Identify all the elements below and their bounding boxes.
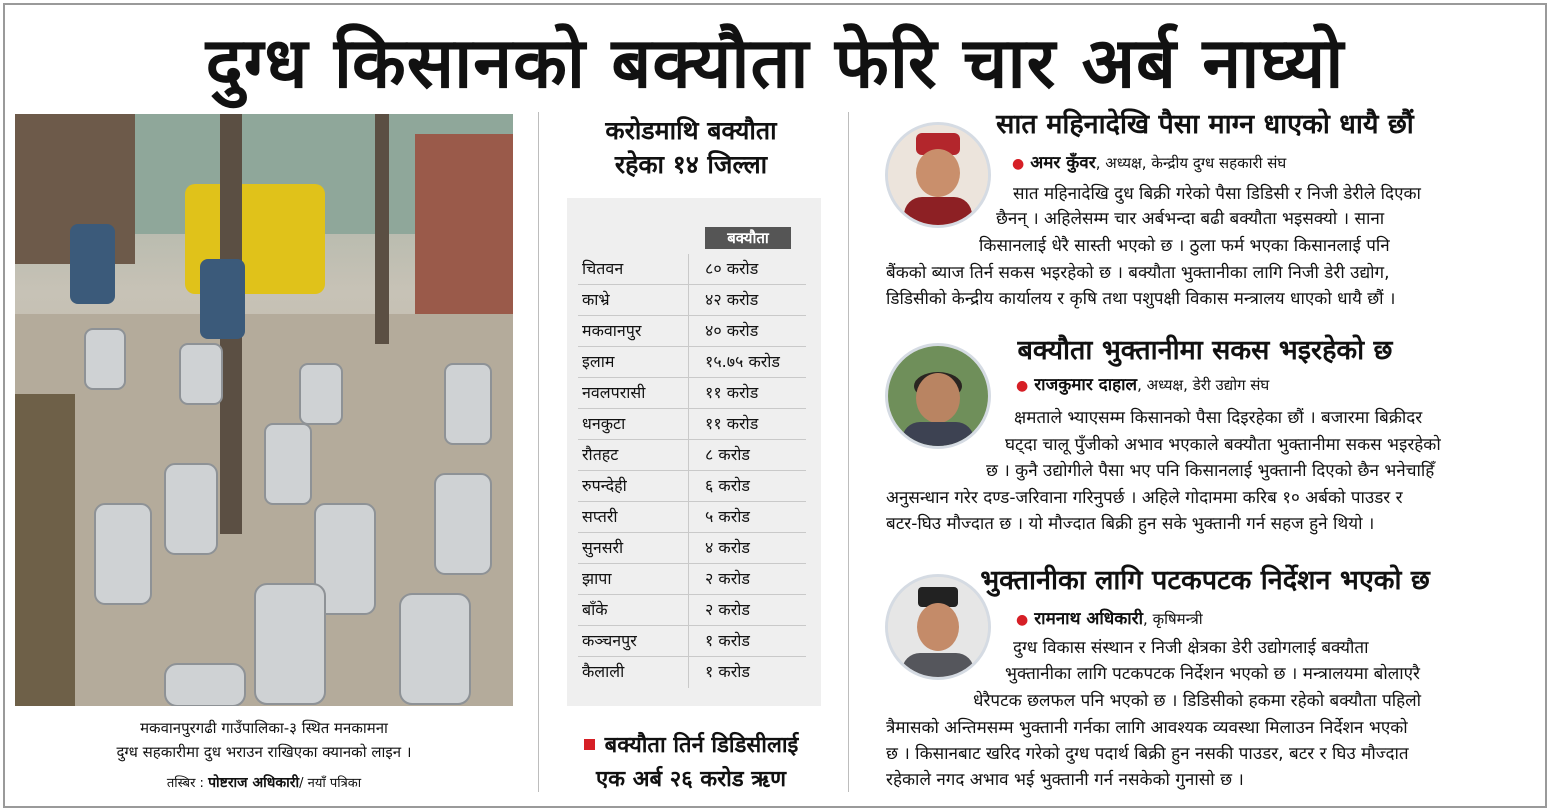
table-row xyxy=(578,347,806,378)
credit-prefix: तस्बिर : xyxy=(166,776,204,791)
table-row xyxy=(578,626,806,657)
speaker-name: राजकुमार दाहाल xyxy=(1034,375,1138,395)
loan-callout xyxy=(548,729,834,797)
table-row xyxy=(578,533,806,564)
table-row xyxy=(578,564,806,595)
district-amount: ५ करोड xyxy=(705,507,750,526)
district-amount: ८ करोड xyxy=(705,445,750,464)
caption-line: दुग्ध सहकारीमा दुध भराउन राखिएका क्यानको लाइन । xyxy=(116,743,412,761)
credit-name: पोष्टराज अधिकारी xyxy=(208,775,300,791)
table-column-header: बक्यौता xyxy=(705,227,791,249)
speaker-line xyxy=(1012,150,1286,173)
bullet-icon xyxy=(584,739,595,750)
quote-line: किसानलाई धेरै सास्ती भएको छ । ठुला फर्म भएका किसानलाई पनि xyxy=(979,236,1390,256)
districts-title-line: रहेका १४ जिल्ला xyxy=(614,150,768,179)
district-amount: ४ करोड xyxy=(705,538,750,557)
quote-line: त्रैमासको अन्तिमसम्म भुक्तानी गर्नका लागि आवश्यक व्यवस्था मिलाउन निर्देशन भएको xyxy=(886,718,1408,738)
district-name: रौतहट xyxy=(582,445,619,464)
speaker-name: रामनाथ अधिकारी xyxy=(1034,609,1144,629)
quote-line: अनुसन्धान गरेर दण्ड-जरिवाना गरिनुपर्छ । अहिले गोदाममा करिब १० अर्बको पाउडर र xyxy=(886,488,1403,508)
district-name: सप्तरी xyxy=(582,507,618,526)
quote-heading: भुक्तानीका लागि पटकपटक निर्देशन भएको छ xyxy=(980,565,1430,596)
column-divider xyxy=(848,112,849,792)
table-row xyxy=(578,316,806,347)
quote-line: डिडिसीको केन्द्रीय कार्यालय र कृषि तथा पशुपक्षी विकास मन्त्रालय धाएको धायै छौं । xyxy=(886,289,1396,309)
district-amount: ६ करोड xyxy=(705,476,750,495)
quote-line: धेरैपटक छलफल पनि भएको छ । डिडिसीको हकमा रहेको बक्यौता पहिलो xyxy=(973,691,1422,711)
quote-line: क्षमताले भ्याएसम्म किसानको पैसा दिइरहेका छौं । बजारमा बिक्रीदर xyxy=(1014,408,1423,428)
district-name: कैलाली xyxy=(582,662,625,681)
quote-line: रहेकाले नगद अभाव भई भुक्तानी गर्न नसकेको गुनासो छ । xyxy=(886,770,1244,790)
quote-line: छैनन् । अहिलेसम्म चार अर्बभन्दा बढी बक्यौता भइसक्यो । साना xyxy=(996,209,1385,229)
table-row xyxy=(578,378,806,409)
districts-title xyxy=(548,114,834,182)
district-amount: २ करोड xyxy=(705,569,750,588)
quote-line: भुक्तानीका लागि पटकपटक निर्देशन भएको छ । मन्त्रालयमा बोलाएरै xyxy=(1005,664,1421,684)
credit-suffix: / नयाँ पत्रिका xyxy=(299,776,362,791)
quote-line: दुग्ध विकास संस्थान र निजी क्षेत्रका डेरी उद्योगलाई बक्यौता xyxy=(1013,638,1369,658)
caption-line: मकवानपुरगढी गाउँपालिका-३ स्थित मनकामना xyxy=(140,719,388,737)
district-amount: १ करोड xyxy=(705,631,750,650)
loan-line: एक अर्ब २६ करोड ऋण xyxy=(596,767,786,792)
speaker-role: , अध्यक्ष, केन्द्रीय दुग्ध सहकारी संघ xyxy=(1095,154,1287,172)
table-row xyxy=(578,285,806,316)
table-row xyxy=(578,502,806,533)
district-amount: ४२ करोड xyxy=(705,290,759,309)
avatar-amar-kunwar xyxy=(885,122,991,228)
photo-credit xyxy=(15,773,513,792)
district-name: बाँके xyxy=(582,600,608,619)
quote-line: घट्दा चालू पुँजीको अभाव भएकाले बक्यौता भुक्तानीमा सकस भइरहेको xyxy=(1005,435,1441,455)
district-name: धनकुटा xyxy=(582,414,626,433)
table-row xyxy=(578,254,806,285)
district-name: कञ्चनपुर xyxy=(582,631,637,650)
quote-heading: बक्यौता भुक्तानीमा सकस भइरहेको छ xyxy=(1017,335,1393,366)
milk-cans-photo xyxy=(15,114,513,706)
table-row xyxy=(578,440,806,471)
bullet-icon: ● xyxy=(1012,156,1025,172)
district-amount: ११ करोड xyxy=(705,383,759,402)
speaker-name: अमर कुँवर xyxy=(1030,153,1096,173)
quote-line: छ । कुनै उद्योगीले पैसा भए पनि किसानलाई भुक्तानी दिएको छैन भनेचाहिँ xyxy=(986,461,1435,481)
district-amount: २ करोड xyxy=(705,600,750,619)
district-name: सुनसरी xyxy=(582,538,624,557)
loan-line: बक्यौता तिर्न डिडिसीलाई xyxy=(604,733,799,758)
table-row xyxy=(578,595,806,626)
district-amount: १ करोड xyxy=(705,662,750,681)
district-amount: ४० करोड xyxy=(705,321,759,340)
speaker-line xyxy=(1016,372,1269,395)
district-name: झापा xyxy=(582,569,612,588)
table-row xyxy=(578,657,806,688)
quote-line: सात महिनादेखि दुध बिक्री गरेको पैसा डिडिसी र निजी डेरीले दिएका xyxy=(1013,184,1421,204)
district-name: चितवन xyxy=(582,259,624,278)
headline: दुग्ध किसानको बक्यौता फेरि चार अर्ब नाघ्यो xyxy=(205,22,1345,104)
speaker-line xyxy=(1016,606,1203,629)
district-name: काभ्रे xyxy=(582,290,610,309)
district-amount: ८० करोड xyxy=(705,259,759,278)
district-amount: ११ करोड xyxy=(705,414,759,433)
quote-line: बटर-घिउ मौज्दात छ । यो मौज्दात बिक्री हुन सके भुक्तानी गर्न सहज हुने थियो । xyxy=(886,514,1375,534)
avatar-rajkumar-dahal xyxy=(885,343,991,449)
bullet-icon: ● xyxy=(1016,378,1029,394)
table-row xyxy=(578,471,806,502)
speaker-role: , कृषिमन्त्री xyxy=(1143,610,1203,628)
bullet-icon: ● xyxy=(1016,612,1029,628)
avatar-ramnath-adhikari xyxy=(885,574,991,680)
district-name: मकवानपुर xyxy=(582,321,642,340)
district-name: नवलपरासी xyxy=(582,383,646,402)
speaker-role: , अध्यक्ष, डेरी उद्योग संघ xyxy=(1137,376,1270,394)
photo-caption xyxy=(15,716,513,764)
district-name: रुपन्देही xyxy=(582,476,627,495)
district-name: इलाम xyxy=(582,352,615,371)
quote-line: छ । किसानबाट खरिद गरेको दुग्ध पदार्थ बिक्री हुन नसकी पाउडर, बटर र घिउ मौज्दात xyxy=(886,744,1409,764)
district-amount: १५.७५ करोड xyxy=(705,352,780,371)
column-divider xyxy=(538,112,539,792)
quote-line: बैंकको ब्याज तिर्न सकस भइरहेको छ । बक्यौता भुक्तानीका लागि निजी डेरी उद्योग, xyxy=(886,263,1390,283)
districts-title-line: करोडमाथि बक्यौता xyxy=(605,116,777,145)
quote-heading: सात महिनादेखि पैसा माग्न धाएको धायै छौं xyxy=(996,109,1414,140)
table-row xyxy=(578,409,806,440)
